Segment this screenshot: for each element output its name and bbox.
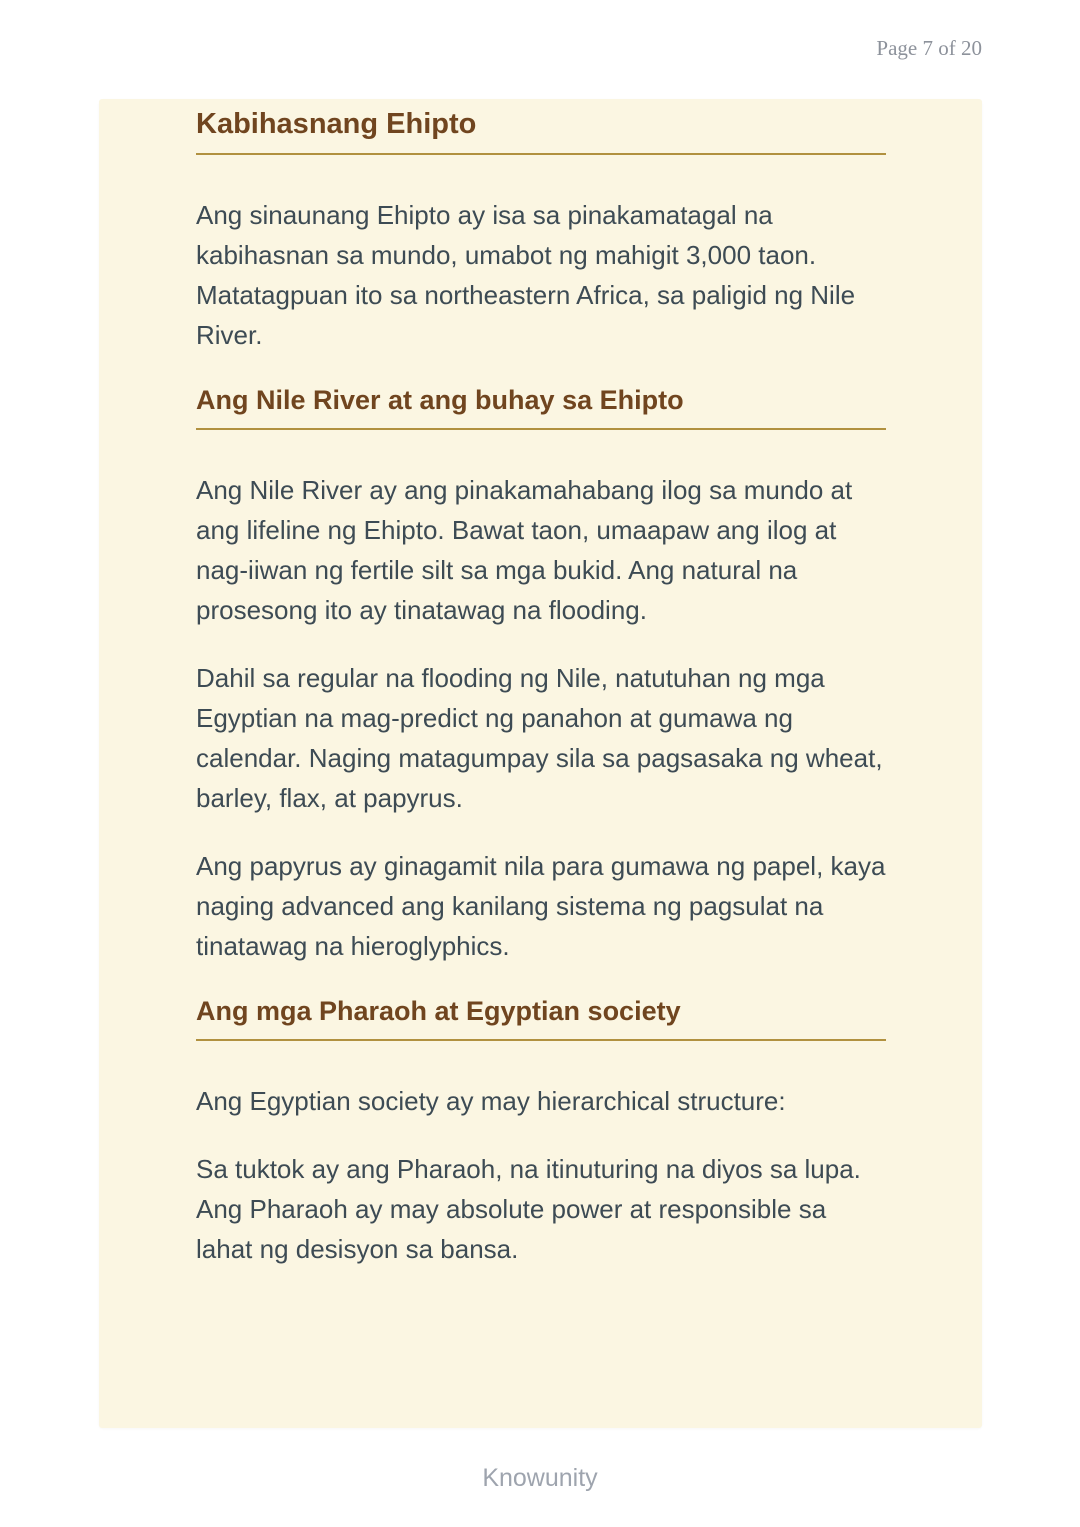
footer-brand: Knowunity [482,1464,598,1492]
section-paragraphs [196,1081,886,1269]
section-paragraphs [196,195,886,355]
paragraph: Dahil sa regular na flooding ng Nile, natutuhan ng mga Egyptian na mag-predict ng panahon at gumawa ng calendar. Naging matagumpay sila sa pagsasaka ng wheat, barley, flax, at papyrus. [196,663,883,813]
document-card [99,99,982,1428]
paragraph: Ang sinaunang Ehipto ay isa sa pinakamatagal na kabihasnan sa mundo, umabot ng mahigit 3,000 taon. Matatagpuan ito sa northeastern Africa, sa paligid ng Nile River. [196,200,856,350]
paragraph: Sa tuktok ay ang Pharaoh, na itinuturing na diyos sa lupa. Ang Pharaoh ay may absolute power at responsible sa lahat ng desisyon sa bansa. [196,1154,861,1264]
title-rule [196,1039,886,1041]
document-section [196,105,886,355]
title-rule [196,153,886,155]
paragraph: Ang Egyptian society ay may hierarchical structure: [196,1086,786,1116]
paragraph: Ang papyrus ay ginagamit nila para gumawa ng papel, kaya naging advanced ang kanilang sistema ng pagsulat na tinatawag na hieroglyphics. [196,851,886,961]
section-title: Kabihasnang Ehipto [196,108,477,140]
section-title: Ang mga Pharaoh at Egyptian society [196,996,681,1026]
document-section [196,383,886,966]
document-sections [196,105,886,1269]
paragraph: Ang Nile River ay ang pinakamahabang ilog sa mundo at ang lifeline ng Ehipto. Bawat taon, umaapaw ang ilog at nag-iiwan ng fertile silt sa mga bukid. Ang natural na prosesong ito ay tinatawag na flooding. [196,475,853,625]
page-indicator: Page 7 of 20 [876,36,982,60]
section-title: Ang Nile River at ang buhay sa Ehipto [196,385,684,415]
section-paragraphs [196,470,886,966]
document-section [196,994,886,1269]
title-rule [196,428,886,430]
